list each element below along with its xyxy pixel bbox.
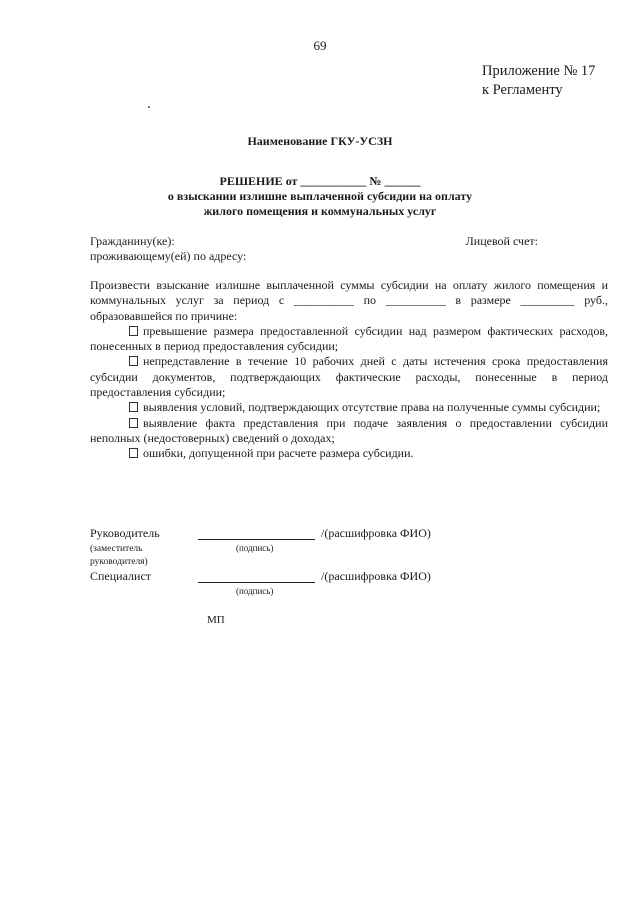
reason-item — [90, 354, 608, 400]
page-number: 69 — [313, 38, 327, 53]
specialist-caption-row — [90, 586, 510, 599]
checkbox-icon — [129, 448, 138, 458]
decision-title: РЕШЕНИЕ от ___________ № ______ — [219, 174, 421, 188]
signature-caption: (подпись) — [236, 586, 274, 596]
reason-text: превышение размера предоставленной субсидии над размером фактических расходов, понесенных в период предоставления субсидии; — [90, 323, 608, 354]
signature-line — [198, 526, 315, 540]
appendix-line-1: Приложение № 17 — [482, 63, 596, 79]
deputy-label-2: руководителя) — [90, 557, 148, 567]
reason-item — [90, 416, 608, 447]
specialist-signature-row — [90, 569, 510, 586]
reason-text: непредставление в течение 10 рабочих дней с даты истечения срока предоставления субсидии документов, подтверждающих фактические расходы, понесенные в период предоставления субсидии; — [90, 354, 608, 400]
reason-item — [90, 446, 608, 461]
address-label: проживающему(ей) по адресу: — [90, 249, 247, 263]
deputy-label-1: (заместитель — [90, 544, 143, 554]
citizen-label: Гражданину(ке): — [90, 234, 175, 248]
specialist-fio-label: /(расшифровка ФИО) — [321, 569, 431, 583]
deputy-row — [90, 556, 510, 569]
reason-text: ошибки, допущенной при расчете размера субсидии. — [143, 446, 414, 461]
head-signature-row — [90, 526, 510, 543]
decision-body — [90, 278, 608, 462]
reason-item — [90, 324, 608, 355]
scan-dot — [148, 106, 150, 108]
signature-line — [198, 569, 315, 583]
head-fio-label: /(расшифровка ФИО) — [321, 526, 431, 540]
reason-item — [90, 400, 608, 415]
appendix-note — [482, 62, 595, 100]
appendix-line-2: к Регламенту — [482, 82, 563, 98]
checkbox-icon — [129, 326, 138, 336]
checkbox-icon — [129, 418, 138, 428]
citizen-info — [90, 234, 538, 264]
specialist-label: Специалист — [90, 569, 152, 583]
body-intro: Произвести взыскание излишне выплаченной суммы субсидии на оплату жилого помещения и коммунальных услуг за период с __________ по __________ в размере _________ руб., образовавшейся по причине: — [90, 278, 608, 323]
decision-subtitle-1: о взыскании излишне выплаченной субсидии на оплату — [167, 189, 473, 203]
org-title: Наименование ГКУ-УСЗН — [247, 134, 393, 148]
reason-text: выявления условий, подтверждающих отсутствие права на полученные суммы субсидии; — [143, 400, 601, 415]
decision-subtitle-2: жилого помещения и коммунальных услуг — [203, 204, 437, 218]
checkbox-icon — [129, 402, 138, 412]
reason-text: выявление факта представления при подаче заявления о предоставлении субсидии неполных (недостоверных) сведений о доходах; — [90, 415, 608, 445]
checkbox-icon — [129, 356, 138, 366]
signature-block — [90, 526, 510, 599]
account-label: Лицевой счет: — [465, 234, 538, 248]
signature-caption: (подпись) — [236, 543, 274, 553]
head-label: Руководитель — [90, 526, 160, 540]
decision-heading — [0, 174, 640, 219]
head-caption-row — [90, 543, 510, 556]
stamp-mark: МП — [207, 614, 225, 626]
